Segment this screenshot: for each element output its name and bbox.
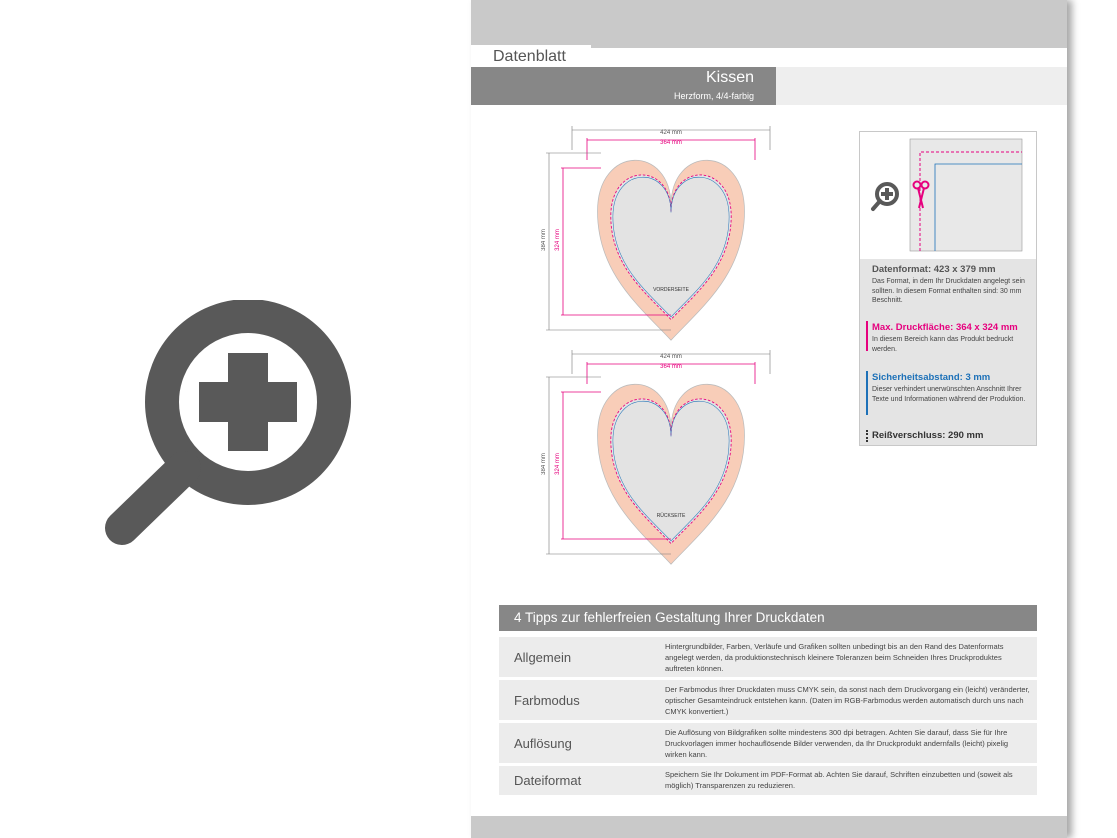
- datasheet-tab: Datenblatt: [471, 45, 591, 67]
- print-marker: [866, 321, 868, 351]
- front-view: [541, 126, 770, 340]
- print-text: In diesem Bereich kann das Produkt bedruckt werden.: [872, 336, 1014, 353]
- back-view: [541, 350, 770, 564]
- tips-heading: 4 Tipps zur fehlerfreien Gestaltung Ihrer Druckdaten: [499, 605, 1037, 631]
- front-width-inner: 364 mm: [660, 140, 682, 146]
- format-text: Das Format, in dem Ihr Druckdaten angelegt sein sollten. In diesem Format enthalten sind: 30 mm Beschnitt.: [872, 278, 1025, 304]
- front-width-outer: 424 mm: [660, 130, 682, 136]
- safety-title: Sicherheitsabstand: 3 mm: [872, 372, 991, 383]
- tip-row: [499, 723, 1037, 763]
- heart-diagram: [541, 120, 781, 570]
- format-preview: [860, 132, 1036, 259]
- safety-text: Dieser verhindert unerwünschten Anschnitt Ihrer Texte und Informationen während der Produktion.: [872, 386, 1026, 403]
- back-width-outer: 424 mm: [660, 354, 682, 360]
- tip-text: Speichern Sie Ihr Dokument im PDF-Format ab. Achten Sie darauf, Schriften einzubetten und (soweit als möglich) Transparenzen zu reduzieren.: [665, 770, 1013, 790]
- datasheet: [471, 0, 1067, 838]
- tip-row: [499, 766, 1037, 795]
- tip-row: [499, 680, 1037, 720]
- tip-text: Die Auflösung von Bildgrafiken sollte mindestens 300 dpi betragen. Achten Sie darauf, dass Sie für Ihre Druckvorlagen immer hochauflösende Bilder verwenden, da Ihr Druckprodukt andernfalls (leicht) pixelig wirken kann.: [665, 728, 1009, 759]
- back-width-inner: 364 mm: [660, 364, 682, 370]
- header-band: [471, 0, 1067, 48]
- footer-band: [471, 816, 1067, 838]
- tip-label: Farbmodus: [514, 693, 580, 708]
- zoom-in-icon[interactable]: [100, 300, 360, 550]
- tip-label: Auflösung: [514, 736, 572, 751]
- print-title: Max. Druckfläche: 364 x 324 mm: [872, 322, 1018, 333]
- back-height-inner: 324 mm: [555, 453, 561, 475]
- zoom-icon-small[interactable]: [873, 184, 897, 209]
- tip-label: Dateiformat: [514, 773, 582, 788]
- front-height-outer: 384 mm: [541, 229, 547, 251]
- front-height-inner: 324 mm: [555, 229, 561, 251]
- corner-preview: [860, 132, 1036, 259]
- format-info-box: [859, 131, 1037, 446]
- title-block: [471, 67, 776, 105]
- tip-text: Der Farbmodus Ihrer Druckdaten muss CMYK sein, da sonst nach dem Druckvorgang ein (leicht) veränderter, optischer Gesamteindruck entstehen kann. (Daten im RGB-Farbmodus werden automatisch durch uns nach CMYK konvertiert.): [665, 685, 1030, 716]
- tip-text: Hintergrundbilder, Farben, Verläufe und Grafiken sollten unbedingt bis an den Rand des Datenformats angelegt werden, da produktionstechnisch kleinere Toleranzen beim Schneiden Ihres Druckproduktes auftreten können.: [665, 642, 1004, 673]
- tip-label: Allgemein: [514, 650, 572, 665]
- safety-marker: [866, 371, 868, 415]
- back-side-label: RÜCKSEITE: [656, 513, 686, 519]
- product-subtitle: Herzform, 4/4-farbig: [673, 91, 754, 101]
- product-title: Kissen: [705, 69, 754, 86]
- format-title: Datenformat: 423 x 379 mm: [872, 264, 996, 275]
- back-height-outer: 384 mm: [541, 453, 547, 475]
- format-info: [860, 259, 1036, 445]
- zipper-marker: [866, 430, 868, 442]
- front-side-label: VORDERSEITE: [653, 287, 689, 293]
- tip-row: [499, 637, 1037, 677]
- zipper-title: Reißverschluss: 290 mm: [872, 430, 984, 441]
